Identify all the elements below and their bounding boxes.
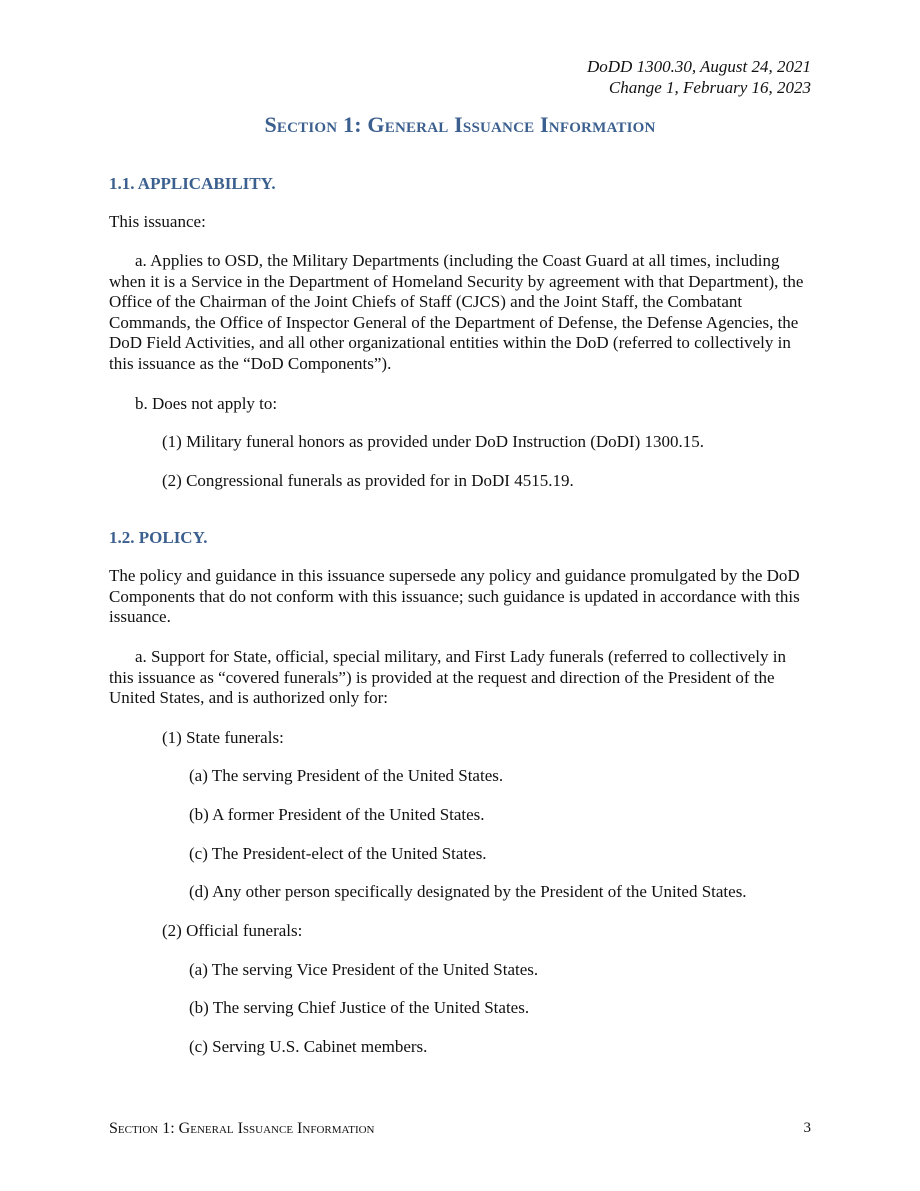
official-funeral-item: (c) Serving U.S. Cabinet members. [189, 1037, 428, 1056]
applicability-intro: This issuance: [109, 212, 206, 231]
state-funeral-item: (d) Any other person specifically designated by the President of the United States. [189, 882, 747, 901]
state-funerals-label: (1) State funerals: [162, 728, 284, 747]
official-funerals-label: (2) Official funerals: [162, 921, 303, 940]
official-funeral-item: (b) The serving Chief Justice of the United States. [189, 998, 530, 1017]
section-title: Section 1: General Issuance Information [264, 112, 656, 137]
footer-section-title: Section 1: General Issuance Information [109, 1120, 375, 1137]
page-footer [109, 1120, 811, 1138]
document-header [587, 56, 811, 98]
heading-policy: 1.2. POLICY. [109, 528, 208, 547]
official-funeral-item: (a) The serving Vice President of the United States. [189, 960, 539, 979]
header-change-date: Change 1, February 16, 2023 [608, 78, 811, 97]
policy-para-a: a. Support for State, official, special military, and First Lady funerals (referred to collectively in this issuance as “covered funerals”) is provided at the request and direction of the President of the United States, and is authorized only for: [109, 647, 786, 707]
policy-intro: The policy and guidance in this issuance supersede any policy and guidance promulgated by the DoD Components that do not conform with this issuance; such guidance is updated in accordance with this issuance. [109, 566, 800, 626]
applicability-item-b1: (1) Military funeral honors as provided under DoD Instruction (DoDI) 1300.15. [162, 432, 704, 451]
header-directive-date: DoDD 1300.30, August 24, 2021 [587, 57, 811, 76]
applicability-item-b2: (2) Congressional funerals as provided for in DoDI 4515.19. [162, 471, 574, 490]
page-number: 3 [803, 1120, 811, 1136]
applicability-para-a: a. Applies to OSD, the Military Departments (including the Coast Guard at all times, including when it is a Service in the Department of Homeland Security by agreement with that Department), the Office of the Chairman of the Joint Chiefs of Staff (CJCS) and the Joint Staff, the Combatant Commands, the Office of Inspector General of the Department of Defense, the Defense Agencies, the DoD Field Activities, and all other organizational entities within the DoD (referred to collectively in this issuance as the “DoD Components”). [109, 251, 804, 373]
applicability-para-b: b. Does not apply to: [135, 394, 278, 413]
state-funeral-item: (c) The President-elect of the United States. [189, 844, 487, 863]
state-funeral-item: (a) The serving President of the United States. [189, 766, 504, 785]
heading-applicability: 1.1. APPLICABILITY. [109, 174, 276, 193]
state-funeral-item: (b) A former President of the United States. [189, 805, 485, 824]
